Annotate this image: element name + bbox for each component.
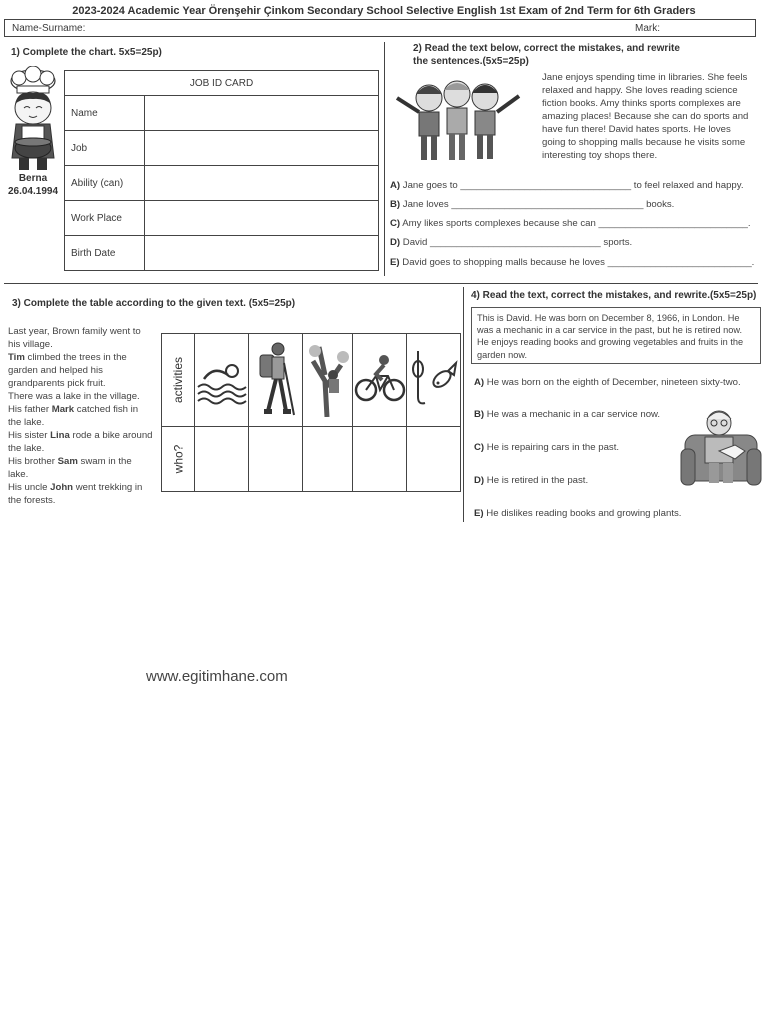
who-row-label: who? bbox=[171, 444, 185, 474]
card-answer-name[interactable] bbox=[145, 96, 379, 131]
q4-text-line: garden now. bbox=[477, 349, 528, 360]
old-man-reading-illustration bbox=[679, 405, 763, 491]
item-letter: A) bbox=[474, 377, 485, 388]
item-text: Amy likes sports complexes because she can ____________________________. bbox=[402, 218, 751, 229]
card-row-label: Name bbox=[65, 96, 145, 131]
card-answer-ability[interactable] bbox=[145, 166, 379, 201]
card-answer-job[interactable] bbox=[145, 131, 379, 166]
item-text: He is repairing cars in the past. bbox=[486, 442, 620, 453]
q3-text-line: His brother Sam swam in the bbox=[8, 456, 132, 467]
swimming-icon bbox=[196, 349, 248, 409]
q3-text-line: His sister Lina rode a bike around bbox=[8, 430, 153, 441]
item-letter: D) bbox=[390, 237, 401, 248]
card-answer-birthdate[interactable] bbox=[145, 236, 379, 271]
item-text: Jane goes to ________________________________ to feel relaxed and happy. bbox=[402, 180, 744, 191]
name-mark-bar bbox=[4, 19, 756, 37]
q2-item-a[interactable] bbox=[390, 180, 744, 191]
footer-website-link[interactable]: www.egitimhane.com bbox=[146, 668, 288, 685]
item-letter: B) bbox=[474, 409, 485, 420]
q2-text-line: Jane enjoys spending time in libraries. She feels bbox=[542, 72, 748, 83]
who-row-label-cell bbox=[162, 427, 195, 492]
q2-text-line: fiction books. Amy thinks sports complexes are bbox=[542, 98, 741, 109]
q3-text-line: the lake. bbox=[8, 417, 45, 428]
who-answer-cell[interactable] bbox=[303, 427, 353, 492]
item-letter: B) bbox=[390, 199, 401, 210]
person-birth-date: 26.04.1994 bbox=[7, 186, 59, 197]
fishing-icon bbox=[410, 349, 458, 409]
q3-text-line: the forests. bbox=[8, 495, 56, 506]
tree-climbing-cell bbox=[303, 334, 353, 427]
trekking-cell bbox=[249, 334, 303, 427]
cycling-icon bbox=[354, 354, 406, 404]
activities-row-label: activities bbox=[171, 356, 186, 404]
q4-item-a[interactable] bbox=[474, 377, 741, 388]
card-row-label: Work Place bbox=[65, 201, 145, 236]
who-answer-cell[interactable] bbox=[195, 427, 249, 492]
name-surname-label[interactable]: Name-Surname: bbox=[12, 23, 86, 34]
job-id-card-table bbox=[64, 70, 379, 271]
item-text: He is retired in the past. bbox=[486, 475, 589, 486]
card-row-label: Birth Date bbox=[65, 236, 145, 271]
item-letter: D) bbox=[474, 475, 485, 486]
q2-item-b[interactable] bbox=[390, 199, 674, 210]
item-text: He was born on the eighth of December, nineteen sixty-two. bbox=[486, 377, 741, 388]
card-answer-workplace[interactable] bbox=[145, 201, 379, 236]
cycling-cell bbox=[353, 334, 407, 427]
q4-item-e[interactable] bbox=[474, 508, 681, 519]
tree-climbing-icon bbox=[305, 341, 351, 417]
activities-table bbox=[161, 333, 461, 492]
q3-text-line: Tim climbed the trees in the bbox=[8, 352, 127, 363]
swimming-cell bbox=[195, 334, 249, 427]
q2-title-line2: the sentences.(5x5=25p) bbox=[413, 56, 529, 67]
item-letter: E) bbox=[474, 508, 484, 519]
item-text: He dislikes reading books and growing plants. bbox=[486, 508, 682, 519]
q3-text-line: His father Mark catched fish in bbox=[8, 404, 139, 415]
three-friends-illustration bbox=[395, 78, 521, 162]
q3-text-line: His uncle John went trekking in bbox=[8, 482, 143, 493]
q3-text-line: lake. bbox=[8, 469, 29, 480]
item-letter: E) bbox=[390, 257, 400, 268]
section-divider-vertical-bottom bbox=[463, 287, 464, 522]
q2-item-d[interactable] bbox=[390, 237, 632, 248]
q3-text-line: his village. bbox=[8, 339, 53, 350]
q4-text-line: This is David. He was born on December 8, 1966, in London. He bbox=[477, 313, 740, 323]
q3-text-line: the lake. bbox=[8, 443, 45, 454]
page-title: 2023-2024 Academic Year Örenşehir Çinkom Secondary School Selective English 1st Exam of 2nd Term for 6th Graders bbox=[72, 5, 696, 17]
item-text: David ________________________________ sports. bbox=[402, 237, 633, 248]
q3-text-line: Last year, Brown family went to bbox=[8, 326, 141, 337]
item-text: He was a mechanic in a car service now. bbox=[486, 409, 661, 420]
section-divider-horizontal bbox=[4, 283, 758, 284]
q2-text-line: amazing places! Because she can do sports and bbox=[542, 111, 749, 122]
q2-text-line: interesting toy shops there. bbox=[542, 150, 658, 161]
card-row-label: Ability (can) bbox=[65, 166, 145, 201]
who-answer-cell[interactable] bbox=[353, 427, 407, 492]
card-row-label: Job bbox=[65, 131, 145, 166]
person-name: Berna bbox=[18, 173, 48, 184]
who-answer-cell[interactable] bbox=[407, 427, 461, 492]
q4-reading-text-box bbox=[471, 307, 761, 364]
q3-reading-text bbox=[8, 325, 158, 507]
q2-item-e[interactable] bbox=[390, 257, 754, 268]
q4-title: 4) Read the text, correct the mistakes, and rewrite.(5x5=25p) bbox=[471, 290, 757, 301]
q3-text-line: garden and helped his bbox=[8, 365, 103, 376]
section-divider-vertical-top bbox=[384, 42, 385, 276]
item-letter: C) bbox=[474, 442, 485, 453]
item-letter: A) bbox=[390, 180, 401, 191]
q2-text-line: have fun there! David hates sports. He loves bbox=[542, 124, 731, 135]
q4-item-b[interactable] bbox=[474, 409, 660, 420]
chef-illustration bbox=[4, 66, 62, 174]
q2-reading-text bbox=[542, 71, 748, 162]
q3-text-line: grandparents pick fruit. bbox=[8, 378, 106, 389]
q2-text-line: relaxed and happy. She loves reading science bbox=[542, 85, 738, 96]
q2-item-c[interactable] bbox=[390, 218, 751, 229]
activities-row-label-cell bbox=[162, 334, 195, 427]
trekking-icon bbox=[254, 341, 298, 417]
q2-text-line: going to shopping malls because he visits some bbox=[542, 137, 746, 148]
item-letter: C) bbox=[390, 218, 401, 229]
item-text: David goes to shopping malls because he loves ___________________________. bbox=[402, 257, 755, 268]
who-answer-cell[interactable] bbox=[249, 427, 303, 492]
q1-title: 1) Complete the chart. 5x5=25p) bbox=[11, 47, 162, 58]
item-text: Jane loves ____________________________________ books. bbox=[402, 199, 675, 210]
fishing-cell bbox=[407, 334, 461, 427]
q3-text-line: There was a lake in the village. bbox=[8, 391, 140, 402]
q4-item-c[interactable] bbox=[474, 442, 619, 453]
job-id-card-title: JOB ID CARD bbox=[65, 71, 379, 96]
q3-title: 3) Complete the table according to the given text. (5x5=25p) bbox=[12, 298, 296, 309]
mark-label[interactable]: Mark: bbox=[635, 23, 660, 34]
q2-title-line1: 2) Read the text below, correct the mistakes, and rewrite bbox=[413, 43, 680, 54]
q4-text-line: was a mechanic in a car service in the past, but he is retired now. bbox=[477, 325, 743, 336]
q4-text-line: He enjoys reading books and growing vegetables and fruits in the bbox=[477, 337, 744, 348]
q4-item-d[interactable] bbox=[474, 475, 588, 486]
